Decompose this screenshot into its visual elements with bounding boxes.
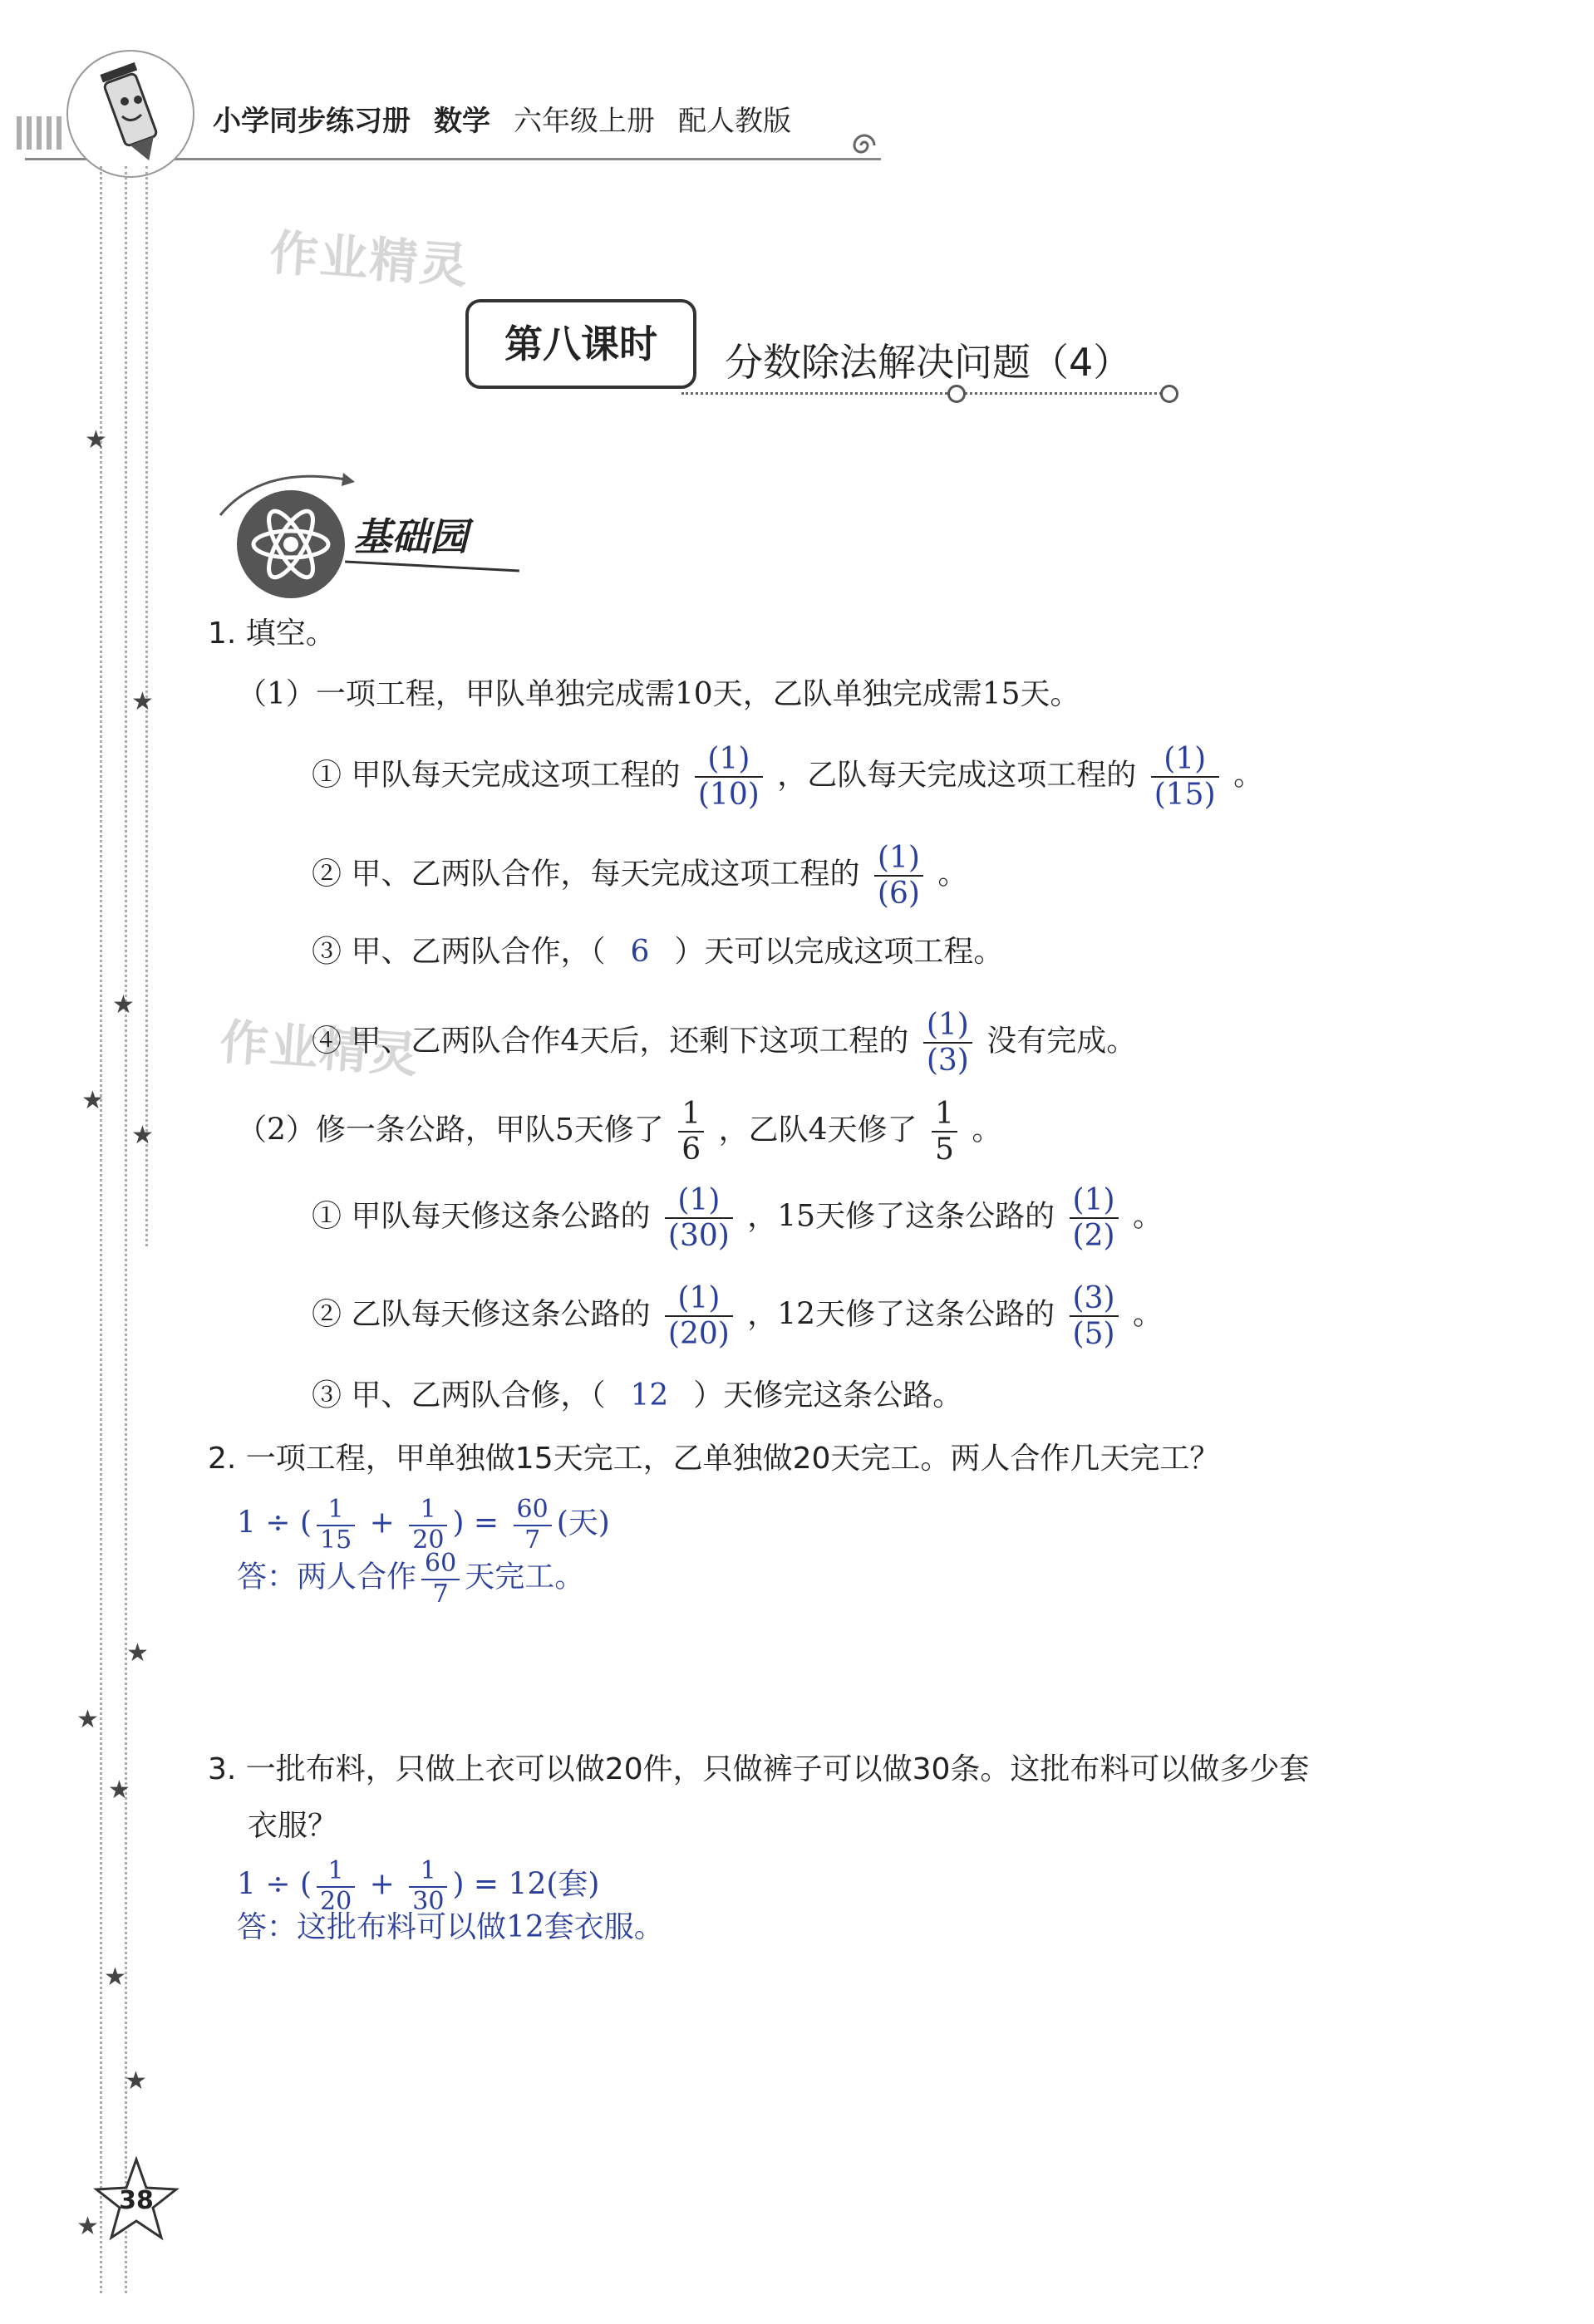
book-title: 小学同步练习册 — [213, 105, 411, 138]
star-icon: ★ — [126, 1639, 149, 1668]
answer-fraction: $\frac{(3)}{(5)}$ — [1070, 1281, 1119, 1352]
lesson-underline — [681, 392, 1172, 395]
answer-fraction: $\frac{(1)}{(10)}$ — [695, 742, 763, 813]
q1-p2-b1: ① 甲队每天修这条公路的 $\frac{(1)}{(30)}$ ，15天修了这条公路的 $\frac{(1)}{(2)}$ 。 — [312, 1183, 1163, 1254]
q1-p2-stem: （2）修一条公路，甲队5天修了 $\frac{1}{6}$ ，乙队4天修了 $\frac{1}{5}$ 。 — [237, 1097, 1002, 1167]
star-icon: ★ — [112, 990, 135, 1020]
pencil-mascot-icon — [68, 52, 193, 176]
left-rail — [100, 166, 102, 2293]
mascot-badge — [66, 50, 194, 178]
star-icon: ★ — [131, 687, 154, 716]
answer-fraction: $\frac{(1)}{(20)}$ — [665, 1281, 733, 1352]
ring-icon — [947, 385, 966, 403]
fraction: $\frac{1}{20}$ — [409, 1496, 447, 1555]
q1-p2-b3: ③ 甲、乙两队合修，（ 12 ）天修完这条公路。 — [312, 1378, 963, 1413]
q2-calc: 1 ÷ ( $\frac{1}{15}$ + $\frac{1}{20}$ ) = $\frac{60}{7}$ (天) — [237, 1495, 610, 1555]
q3-calc: 1 ÷ ( $\frac{1}{20}$ + $\frac{1}{30}$ ) = 12(套) — [237, 1856, 600, 1916]
answer-fraction: $\frac{(1)}{(3)}$ — [923, 1008, 972, 1078]
section-title: 基础园 — [353, 514, 468, 559]
answer-fraction: $\frac{(1)}{(6)}$ — [874, 841, 923, 911]
ring-icon — [1160, 385, 1178, 403]
edition: 配人教版 — [678, 105, 791, 138]
star-icon: ★ — [85, 425, 107, 454]
lesson-label: 第八课时 — [465, 299, 696, 389]
star-icon: ★ — [125, 2066, 147, 2096]
q2-answer: 答：两人合作 $\frac{60}{7}$ 天完工。 — [237, 1549, 585, 1609]
answer-blank: 12 — [630, 1378, 669, 1413]
fraction: $\frac{1}{30}$ — [409, 1857, 447, 1916]
star-icon: ★ — [108, 1776, 130, 1805]
q1-p1-a3: ③ 甲、乙两队合作，（ 6 ）天可以完成这项工程。 — [312, 935, 1004, 969]
page-number: 38 — [119, 2186, 154, 2215]
q1-p1-a1: ① 甲队每天完成这项工程的 $\frac{(1)}{(10)}$ ，乙队每天完成这项工程的 $\frac{(1)}{(15)}$ 。 — [312, 742, 1264, 813]
star-icon: ★ — [131, 1121, 154, 1150]
section-underline — [345, 561, 519, 572]
fraction: $\frac{1}{5}$ — [932, 1097, 957, 1167]
answer-fraction: $\frac{(1)}{(30)}$ — [665, 1183, 733, 1254]
arc-arrow-icon — [212, 461, 362, 519]
star-icon: ★ — [81, 1086, 104, 1115]
q3-answer: 答：这批布料可以做12套衣服。 — [237, 1910, 664, 1944]
answer-fraction: $\frac{(1)}{(2)}$ — [1070, 1183, 1119, 1254]
lesson-title: 分数除法解决问题（4） — [725, 340, 1132, 385]
star-icon: ★ — [104, 1963, 126, 1992]
fraction: $\frac{1}{15}$ — [317, 1496, 355, 1555]
watermark: 作业精灵 — [268, 224, 471, 295]
fraction: $\frac{60}{7}$ — [514, 1496, 552, 1555]
answer-blank: 6 — [630, 935, 650, 969]
q1-p1-a2: ② 甲、乙两队合作，每天完成这项工程的 $\frac{(1)}{(6)}$ 。 — [312, 841, 968, 911]
fraction: $\frac{1}{20}$ — [317, 1857, 355, 1916]
answer-fraction: $\frac{(1)}{(15)}$ — [1151, 742, 1219, 813]
fraction: $\frac{60}{7}$ — [421, 1550, 460, 1609]
subject: 数学 — [434, 105, 490, 138]
spiral-icon — [844, 125, 885, 166]
q1-p2-b2: ② 乙队每天修这条公路的 $\frac{(1)}{(20)}$ ，12天修了这条公路的 $\frac{(3)}{(5)}$ 。 — [312, 1281, 1163, 1352]
q1-p1-a4: ④ 甲、乙两队合作4天后，还剩下这项工程的 $\frac{(1)}{(3)}$ 没有完成。 — [312, 1008, 1137, 1078]
q1-p1-stem: （1）一项工程，甲队单独完成需10天，乙队单独完成需15天。 — [237, 677, 1080, 711]
header-dots — [17, 116, 66, 150]
header-title — [213, 98, 814, 139]
star-icon: ★ — [76, 1705, 99, 1734]
q2-stem: 2. 一项工程，甲单独做15天完工，乙单独做20天完工。两人合作几天完工？ — [208, 1442, 1220, 1476]
q1-title: 1. 填空。 — [208, 617, 336, 651]
watermark: 作业精灵 — [218, 1013, 421, 1084]
fraction: $\frac{1}{6}$ — [678, 1097, 704, 1167]
q3-stem-line2: 衣服？ — [248, 1809, 338, 1843]
q3-stem-line1: 3. 一批布料，只做上衣可以做20件，只做裤子可以做30条。这批布料可以做多少套 — [208, 1752, 1310, 1786]
grade: 六年级上册 — [514, 105, 655, 138]
star-icon: ★ — [76, 2212, 99, 2241]
page-number-badge — [93, 2156, 180, 2243]
